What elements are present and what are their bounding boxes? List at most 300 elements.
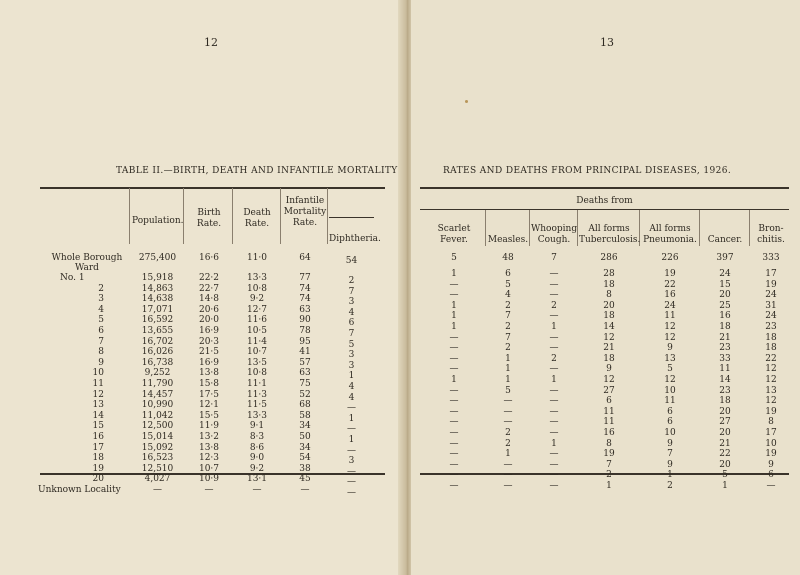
table-cell: 1 xyxy=(551,322,557,332)
table-cell: 2 xyxy=(505,300,511,311)
table-cell: 11·9 xyxy=(198,421,220,432)
page-number-left: 12 xyxy=(204,36,218,49)
table-cell: 14,863 xyxy=(141,283,174,294)
table-title-left: TABLE II.—BIRTH, DEATH AND INFANTILE MORTALITY xyxy=(116,166,398,176)
column-divider xyxy=(699,210,700,246)
table-cell: 20·6 xyxy=(198,304,220,315)
table-cell: — xyxy=(503,396,513,407)
table-cell: 226 xyxy=(661,253,679,263)
table-cell: — xyxy=(449,353,459,364)
table-cell: 10·7 xyxy=(198,463,220,474)
table-cell: 6 xyxy=(606,396,612,407)
table-cell: 11,042 xyxy=(141,410,174,421)
table-cell: 13,655 xyxy=(141,326,174,336)
table-cell: 11 xyxy=(719,364,731,375)
table-cell: 16 xyxy=(664,290,676,301)
table-cell: 2 xyxy=(505,322,511,332)
row-label: Unknown Locality xyxy=(38,485,121,495)
table-cell: 2 xyxy=(667,481,673,491)
table-cell: 23 xyxy=(719,385,731,396)
table-cell: 1 xyxy=(722,481,728,491)
table-cell: — xyxy=(449,290,459,301)
table-cell: — xyxy=(449,385,459,396)
table-cell: 13·1 xyxy=(246,474,268,485)
column-divider xyxy=(529,210,530,246)
table-cell: 15,014 xyxy=(141,432,174,442)
table-cell: 4,027 xyxy=(144,474,171,485)
table-cell: 4 xyxy=(348,392,355,403)
table-cell: 8 xyxy=(606,290,612,301)
row-label: Whole Borough Ward xyxy=(51,253,123,273)
table-cell: 41 xyxy=(299,347,311,358)
table-cell: 6 xyxy=(348,318,355,329)
row-label: 8 xyxy=(98,347,104,358)
table-cell: 11 xyxy=(603,406,615,417)
row-label: 13 xyxy=(92,400,104,411)
table-cell: — xyxy=(549,406,559,417)
table-cell: 10·7 xyxy=(246,347,268,358)
table-cell: 9·0 xyxy=(249,453,265,464)
row-label: 14 xyxy=(92,410,104,421)
table-cell: 18 xyxy=(765,343,777,354)
table-cell: 10·9 xyxy=(198,474,220,485)
row-label: 11 xyxy=(92,379,104,389)
table-cell: 11 xyxy=(664,311,676,322)
table-cell: 15·5 xyxy=(198,410,220,421)
table-cell: 64 xyxy=(299,253,311,263)
table-cell: 12 xyxy=(765,364,777,375)
table-cell: — xyxy=(449,449,459,460)
table-cell: 22·2 xyxy=(198,273,220,283)
table-cell: 11·0 xyxy=(246,253,268,263)
table-cell: 21·5 xyxy=(198,347,220,358)
table-cell: 6 xyxy=(505,269,511,279)
table-cell: 7 xyxy=(348,286,355,297)
table-cell: 3 xyxy=(348,297,355,308)
table-title-right: RATES AND DEATHS FROM PRINCIPAL DISEASES, 1926. xyxy=(443,166,732,176)
table-cell: 24 xyxy=(765,290,777,301)
column-divider xyxy=(280,188,281,244)
table-cell: 11 xyxy=(664,396,676,407)
right-page xyxy=(411,0,800,575)
table-cell: 14 xyxy=(603,322,615,332)
table-cell: 16·9 xyxy=(198,326,220,336)
table-cell: 12 xyxy=(603,375,615,385)
table-cell: 22 xyxy=(719,449,731,460)
row-label: 15 xyxy=(92,421,104,432)
table-cell: 12 xyxy=(765,396,777,407)
table-cell: 12·7 xyxy=(246,304,268,315)
table-cell: 2 xyxy=(551,300,557,311)
table-cell: 8·3 xyxy=(249,432,265,442)
table-cell: 6 xyxy=(768,470,774,481)
table-cell: 9·1 xyxy=(249,421,265,432)
table-cell: 63 xyxy=(299,368,311,379)
table-cell: 20·3 xyxy=(198,336,220,347)
table-cell: 1 xyxy=(348,435,355,445)
table-cell: 1 xyxy=(505,364,511,375)
table-cell: 31 xyxy=(765,300,777,311)
table-cell: 57 xyxy=(299,357,311,368)
table-cell: 15,918 xyxy=(141,273,174,283)
table-cell: 23 xyxy=(719,343,731,354)
table-cell: 14 xyxy=(719,375,731,385)
table-cell: 16 xyxy=(603,428,615,438)
column-header: Scarlet Fever. xyxy=(437,224,471,245)
table-cell: 9·2 xyxy=(249,294,265,305)
table-cell: — xyxy=(449,279,459,290)
table-cell: — xyxy=(549,396,559,407)
table-cell: 7 xyxy=(606,459,612,470)
table-cell: 20 xyxy=(719,290,731,301)
row-label: 12 xyxy=(92,389,104,400)
table-cell: — xyxy=(549,290,559,301)
table-cell: 11·1 xyxy=(246,379,268,389)
table-cell: 1 xyxy=(348,413,355,424)
table-cell: — xyxy=(549,481,559,491)
table-cell: 4 xyxy=(348,307,355,318)
table-cell: 90 xyxy=(299,315,311,326)
table-cell: 18 xyxy=(603,311,615,322)
row-label: 5 xyxy=(98,315,104,326)
table-cell: 18 xyxy=(765,332,777,343)
table-cell: 1 xyxy=(451,269,457,279)
row-label: 17 xyxy=(92,442,104,453)
table-cell: 12 xyxy=(664,322,676,332)
table-cell: — xyxy=(549,269,559,279)
table-cell: 13·8 xyxy=(198,442,220,453)
table-cell: — xyxy=(449,417,459,428)
table-cell: 10 xyxy=(664,385,676,396)
table-cell: 8·6 xyxy=(249,442,265,453)
table-cell: 11·6 xyxy=(246,315,268,326)
table-cell: — xyxy=(449,332,459,343)
table-cell: 275,400 xyxy=(138,253,177,263)
table-cell: 14·8 xyxy=(198,294,220,305)
table-cell: — xyxy=(449,428,459,438)
column-header: Whooping Cough. xyxy=(531,224,578,245)
paper-spot xyxy=(465,100,468,103)
table-cell: 34 xyxy=(299,421,311,432)
table-cell: 9 xyxy=(667,343,673,354)
table-cell: 10·8 xyxy=(246,368,268,379)
table-cell: 1 xyxy=(667,470,673,481)
table-cell: 9 xyxy=(606,364,612,375)
table-cell: 17·5 xyxy=(198,389,220,400)
table-cell: 22 xyxy=(664,279,676,290)
column-header: Death Rate. xyxy=(243,208,271,229)
table-cell: 5 xyxy=(505,385,511,396)
table-cell: 5 xyxy=(505,279,511,290)
row-label: 19 xyxy=(92,463,104,474)
table-cell: — xyxy=(347,424,356,435)
table-cell: 6 xyxy=(667,417,673,428)
row-label: No. 1 xyxy=(60,273,85,283)
table-cell: 23 xyxy=(765,322,777,332)
diphtheria-overline xyxy=(329,217,374,218)
table-cell: — xyxy=(549,470,559,481)
table-cell: 10,990 xyxy=(141,400,174,411)
table-cell: 12·1 xyxy=(198,400,220,411)
table-cell: 16,592 xyxy=(141,315,174,326)
table-cell: 6 xyxy=(667,406,673,417)
table-cell: 19 xyxy=(765,406,777,417)
table-cell: 20 xyxy=(603,300,615,311)
table-cell: 3 xyxy=(348,456,355,467)
table-cell: 19 xyxy=(765,449,777,460)
column-header: Birth Rate. xyxy=(196,208,222,229)
table-cell: 9·2 xyxy=(249,463,265,474)
table-cell: — xyxy=(449,343,459,354)
table-cell: 9 xyxy=(667,438,673,449)
table-cell: 18 xyxy=(719,322,731,332)
table-cell: 13 xyxy=(765,385,777,396)
table-cell: 15,092 xyxy=(141,442,174,453)
table-cell: 1 xyxy=(551,438,557,449)
table-cell: 20 xyxy=(719,459,731,470)
table-cell: 7 xyxy=(505,311,511,322)
row-label: 9 xyxy=(98,357,104,368)
row-label: 6 xyxy=(98,326,104,336)
table-cell: — xyxy=(503,459,513,470)
table-cell: 38 xyxy=(299,463,311,474)
table-cell: — xyxy=(449,459,459,470)
table-cell: 10 xyxy=(765,438,777,449)
table-cell: 17 xyxy=(765,428,777,438)
table-cell: 9 xyxy=(667,459,673,470)
table-cell: 16 xyxy=(719,311,731,322)
table-cell: — xyxy=(449,481,459,491)
table-cell: 1 xyxy=(451,322,457,332)
column-divider xyxy=(749,210,750,246)
column-header: Population. xyxy=(132,216,184,226)
table-cell: 9,252 xyxy=(144,368,171,379)
table-cell: — xyxy=(153,485,162,495)
table-cell: 54 xyxy=(299,453,311,464)
table-cell: 74 xyxy=(299,283,311,294)
table-cell: — xyxy=(503,481,513,491)
table-cell: — xyxy=(347,445,356,456)
table-cell: — xyxy=(503,470,513,481)
table-cell: 13·2 xyxy=(198,432,220,442)
table-cell: 21 xyxy=(719,438,731,449)
table-cell: 52 xyxy=(299,389,311,400)
table-cell: 12 xyxy=(664,375,676,385)
table-cell: 9 xyxy=(768,459,774,470)
table-cell: 12,510 xyxy=(141,463,174,474)
table-cell: 7 xyxy=(505,332,511,343)
table-cell: — xyxy=(549,449,559,460)
column-divider xyxy=(485,210,486,246)
table-cell: — xyxy=(766,481,776,491)
row-label: 20 xyxy=(92,474,104,485)
table-cell: 95 xyxy=(299,336,311,347)
table-cell: 16·9 xyxy=(198,357,220,368)
table-cell: — xyxy=(449,406,459,417)
table-cell: 68 xyxy=(299,400,311,411)
table-cell: 20 xyxy=(719,406,731,417)
table-cell: 33 xyxy=(719,353,731,364)
table-cell: 34 xyxy=(299,442,311,453)
table-cell: 24 xyxy=(719,269,731,279)
table-cell: 5 xyxy=(451,253,457,263)
table-cell: 15·8 xyxy=(198,379,220,389)
table-cell: 10·8 xyxy=(246,283,268,294)
table-cell: 12,500 xyxy=(141,421,174,432)
column-header: All forms Tuberculosis. xyxy=(579,224,641,245)
table-cell: 1 xyxy=(551,375,557,385)
table-cell: 25 xyxy=(719,300,731,311)
table-cell: 22 xyxy=(765,353,777,364)
table-cell: 17,071 xyxy=(141,304,174,315)
table-cell: 1 xyxy=(505,449,511,460)
table-cell: 1 xyxy=(505,353,511,364)
table-cell: 1 xyxy=(451,311,457,322)
table-cell: 12 xyxy=(603,332,615,343)
table-cell: 333 xyxy=(762,253,780,263)
table-cell: 20 xyxy=(719,428,731,438)
table-cell: — xyxy=(347,477,356,488)
column-header: Infantile Mortality Rate. xyxy=(283,196,327,228)
table-cell: — xyxy=(549,311,559,322)
table-cell: 11,790 xyxy=(141,379,174,389)
table-cell: 15 xyxy=(719,279,731,290)
table-cell: 5 xyxy=(722,470,728,481)
table-cell: — xyxy=(449,396,459,407)
table-cell: 5 xyxy=(348,339,355,350)
table-cell: — xyxy=(347,466,356,477)
table-cell: 48 xyxy=(502,253,514,263)
table-cell: — xyxy=(449,470,459,481)
table-cell: 7 xyxy=(551,253,557,263)
column-divider xyxy=(232,188,233,244)
table-cell: 54 xyxy=(345,256,358,266)
row-label: 10 xyxy=(92,368,104,379)
table-top-rule-right xyxy=(420,187,789,189)
table-cell: 5 xyxy=(667,364,673,375)
table-cell: 13·5 xyxy=(246,357,268,368)
table-cell: 10 xyxy=(664,428,676,438)
table-cell: 13·3 xyxy=(246,273,268,283)
column-divider xyxy=(183,188,184,244)
table-cell: 2 xyxy=(505,343,511,354)
row-label: 7 xyxy=(98,336,104,347)
table-cell: — xyxy=(449,438,459,449)
column-header: All forms Pneumonia. xyxy=(643,224,697,245)
table-cell: 10·5 xyxy=(246,326,268,336)
table-cell: 45 xyxy=(299,474,311,485)
table-cell: — xyxy=(449,364,459,375)
table-cell: 1 xyxy=(505,375,511,385)
table-cell: 27 xyxy=(719,417,731,428)
table-cell: 74 xyxy=(299,294,311,305)
table-cell: 11·4 xyxy=(246,336,268,347)
table-cell: 12·3 xyxy=(198,453,220,464)
table-cell: 11 xyxy=(603,417,615,428)
table-cell: 75 xyxy=(299,379,311,389)
column-header: Bron- chitis. xyxy=(757,224,785,245)
table-cell: 14,457 xyxy=(141,389,174,400)
table-cell: — xyxy=(347,403,356,414)
table-cell: 4 xyxy=(348,382,355,392)
table-cell: 7 xyxy=(667,449,673,460)
table-cell: 3 xyxy=(348,350,355,361)
table-cell: 1 xyxy=(451,375,457,385)
table-cell: 22·7 xyxy=(198,283,220,294)
table-cell: 13·8 xyxy=(198,368,220,379)
table-cell: 18 xyxy=(719,396,731,407)
table-cell: 1 xyxy=(606,481,612,491)
column-header: Cancer. xyxy=(707,235,743,245)
column-divider xyxy=(129,188,130,244)
table-cell: 16,702 xyxy=(141,336,174,347)
row-label: 4 xyxy=(98,304,104,315)
table-cell: 18 xyxy=(603,279,615,290)
table-cell: 2 xyxy=(551,353,557,364)
table-cell: 27 xyxy=(603,385,615,396)
table-cell: — xyxy=(347,488,356,498)
row-label: 3 xyxy=(98,294,104,305)
row-label: 2 xyxy=(98,283,104,294)
table-cell: — xyxy=(204,485,214,495)
table-cell: — xyxy=(549,459,559,470)
table-cell: 7 xyxy=(348,329,355,339)
table-cell: 18 xyxy=(603,353,615,364)
row-label: 18 xyxy=(92,453,104,464)
row-label: 16 xyxy=(92,432,104,442)
table-cell: 17 xyxy=(765,269,777,279)
deaths-from-underline xyxy=(420,209,789,210)
table-cell: 1 xyxy=(451,300,457,311)
table-cell: 8 xyxy=(606,438,612,449)
table-cell: — xyxy=(549,279,559,290)
table-cell: 58 xyxy=(299,410,311,421)
table-cell: — xyxy=(252,485,262,495)
table-cell: 2 xyxy=(505,428,511,438)
table-cell: — xyxy=(549,332,559,343)
deaths-from-header: Deaths from xyxy=(576,196,633,206)
table-cell: — xyxy=(549,343,559,354)
table-cell: 63 xyxy=(299,304,311,315)
table-top-rule xyxy=(40,187,385,189)
table-cell: 24 xyxy=(765,311,777,322)
page-number-right: 13 xyxy=(600,36,614,49)
table-cell: 50 xyxy=(299,432,311,442)
table-cell: 77 xyxy=(299,273,311,283)
table-cell: 12 xyxy=(765,375,777,385)
table-cell: 24 xyxy=(664,300,676,311)
table-cell: 19 xyxy=(765,279,777,290)
table-cell: — xyxy=(549,385,559,396)
table-cell: 11·3 xyxy=(246,389,268,400)
table-cell: 2 xyxy=(606,470,612,481)
table-cell: 21 xyxy=(603,343,615,354)
table-cell: — xyxy=(549,417,559,428)
table-cell: — xyxy=(549,428,559,438)
table-cell: 2 xyxy=(505,438,511,449)
table-cell: 16,523 xyxy=(141,453,174,464)
table-cell: — xyxy=(300,485,310,495)
table-cell: — xyxy=(503,406,513,417)
table-cell: 19 xyxy=(664,269,676,279)
table-cell: 20·0 xyxy=(198,315,220,326)
table-cell: 78 xyxy=(299,326,311,336)
table-cell: 8 xyxy=(768,417,774,428)
table-cell: 13·3 xyxy=(246,410,268,421)
table-cell: 4 xyxy=(505,290,511,301)
table-cell: 28 xyxy=(603,269,615,279)
table-cell: 286 xyxy=(600,253,618,263)
